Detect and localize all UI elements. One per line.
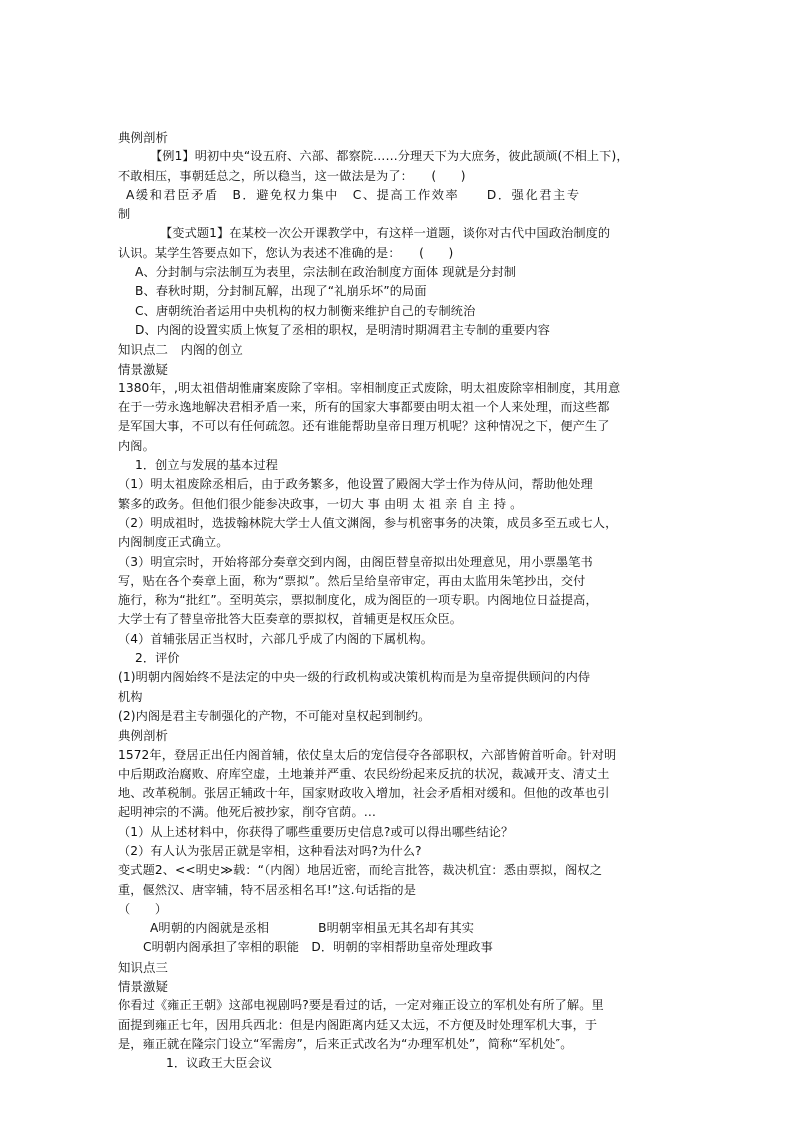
section-heading: 情景激疑: [118, 979, 168, 995]
variant-question-line: 认识。某学生答要点如下，您认为表述不准确的是： ( ): [118, 245, 454, 260]
variant-question-line: 【变式题1】在某校一次公开课教学中，有这样一道题，谈你对古代中国政治制度的: [160, 226, 611, 241]
option-a: A、分封制与宗法制互为表里，宗法制在政治制度方面体 现就是分封制: [135, 265, 517, 280]
paragraph-line: (2)内阁是君主专制强化的产物，不可能对皇权起到制约。: [118, 708, 431, 723]
question-line: （2）有人认为张居正就是宰相，这种看法对吗?为什么?: [118, 843, 422, 858]
variant-question-line: 重，偃然汉、唐宰辅，特不居丞相名耳!”这.句话指的是: [118, 882, 416, 897]
paragraph-line: 是，雍正就在隆宗门设立“军需房”，后来正式改名为“办理军机处”，简称“军机处″。: [118, 1036, 573, 1051]
paragraph-line: 中后期政治腐败、府库空虚，土地兼并严重、农民纷纷起来反抗的状况，裁减开支、清丈土: [118, 766, 610, 781]
subheading: 2．评价: [135, 651, 180, 666]
answer-options-line: A缓和君臣矛盾 B．避免权力集中 C、提高工作效率 D．强化君主专: [126, 187, 581, 202]
paragraph-line: （4）首辅张居正当权时，六部几乎成了内阁的下属机构。: [118, 631, 434, 646]
paragraph-line: 施行，称为“批红”。至明英宗，票拟制度化，成为阁臣的一项专职。内阁地位日益提高，: [118, 593, 598, 608]
document-body: [118, 128, 678, 1074]
subheading: 1．创立与发展的基本过程: [135, 458, 279, 473]
option-b: B、春秋时期，分封制瓦解，出现了“礼崩乐坏”的局面: [135, 284, 427, 299]
paragraph-line: 1572年，登居正出任内阁首辅，依仗皇太后的宠信侵夺各部职权，六部皆俯首听命。针对明: [118, 747, 617, 762]
paragraph-line: 地、改革税制。张居正辅政十年，国家财政收入增加，社会矛盾相对缓和。但他的改革也引: [118, 786, 610, 801]
example-question-line: 不敢相压，事朝廷总之，所以稳当，这一做法是为了： ( ): [118, 168, 466, 183]
paragraph-line: 是军国大事，不可以有任何疏忽。还有谁能帮助皇帝日理万机呢？这种情况之下，便产生了: [118, 419, 610, 434]
paragraph-line: 内阁制度正式确立。: [118, 535, 229, 550]
option-c: C、唐朝统治者运用中央机构的权力制衡来维护自己的专制统治: [135, 303, 476, 318]
section-heading: 典例剖析: [118, 130, 168, 145]
section-heading: 知识点三: [118, 959, 168, 975]
paragraph-line: （3）明宣宗时，开始将部分奏章交到内阁，由阁臣替皇帝拟出处理意见，用小票墨笔书: [118, 554, 593, 569]
answer-options-line: 制: [118, 207, 131, 222]
example-question-line: 【例1】明初中央“设五府、六部、都察院……分理天下为大庶务，彼此颉颃(不相上下)，: [150, 149, 629, 164]
section-heading: 典例剖析: [118, 728, 168, 744]
paragraph-line: （1）明太祖废除丞相后，由于政务繁多，他设置了殿阁大学士作为侍从问，帮助他处理: [118, 477, 593, 492]
paragraph-line: 写，贴在各个奏章上面，称为“票拟”。然后呈给皇帝审定，再由太监用朱笔抄出，交付: [118, 573, 586, 588]
paragraph-line: 在于一劳永逸地解决君相矛盾一来，所有的国家大事都要由明太祖一个人来处理，而这些都: [118, 400, 610, 415]
paragraph-line: 内阁。: [118, 438, 155, 453]
paragraph-line: （2）明成祖时，选拔翰林院大学士人值文渊阁，参与机密事务的决策，成员多至五或七人，: [118, 515, 618, 530]
paragraph-line: 大学士有了替皇帝批答大臣奏章的票拟权，首辅更是权压众臣。: [118, 612, 463, 627]
variant-question-line: 变式题2、<<明史≫载：“（内阁）地居近密，而纶言批答，裁决机宜：悉由票拟，阁权之: [118, 863, 602, 878]
paragraph-line: 繁多的政务。但他们很少能参决政事，一切大 事 由明 太 祖 亲 自 主 持 。: [118, 496, 523, 511]
answer-options-line: C明朝内阁承担了宰相的职能 D．明朝的宰相帮助皇帝处理政事: [143, 940, 493, 955]
paragraph-line: 你看过《雍正王朝》这部电视剧吗?要是看过的话，一定对雍正设立的军机处有所了解。里: [118, 998, 604, 1013]
answer-options-line: A明朝的内阁就是丞相 B明朝宰相虽无其名却有其实: [150, 921, 475, 936]
section-heading: 知识点二 内阁的创立: [118, 342, 243, 358]
option-d: D、内阁的设置实质上恢复了丞相的职权，是明清时期凋君主专制的重要内容: [135, 322, 550, 337]
paragraph-line: 1380年，,明太祖借胡惟庸案废除了宰相。宰相制度正式废除，明太祖废除宰相制度，其用意: [118, 380, 621, 395]
paragraph-line: 起明神宗的不满。他死后被抄家，削夺官荫。…: [118, 805, 377, 820]
question-line: （1）从上述材料中，你获得了哪些重要历史信息?或可以得出哪些结论？: [118, 824, 514, 839]
section-heading: 情景激疑: [118, 361, 168, 377]
answer-blank: （ ）: [118, 901, 168, 916]
paragraph-line: 面提到雍正七年，因用兵西北：但是内阁距离内廷又太远，不方便及时处理军机大事，于: [118, 1017, 598, 1032]
subheading: 1．议政王大臣会议: [166, 1056, 273, 1071]
paragraph-line: (1)明朝内阁始终不是法定的中央一级的行政机构或决策机构而是为皇帝提供顾问的内侍: [118, 670, 591, 685]
paragraph-line: 机构: [118, 689, 143, 704]
